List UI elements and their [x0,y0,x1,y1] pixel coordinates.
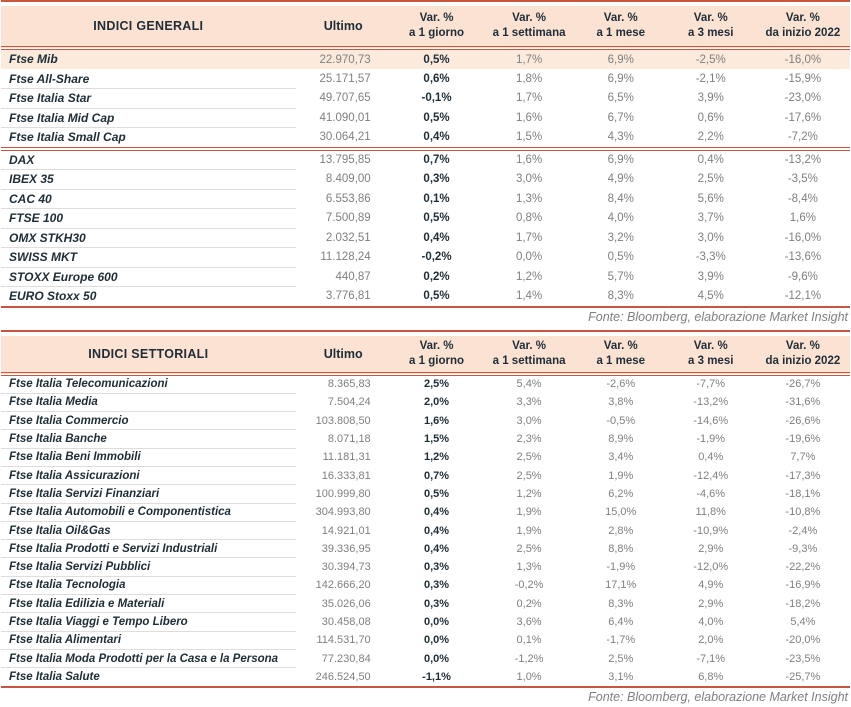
table-body [1,48,850,307]
cell-var-da-inizio-2022: -23,5% [785,652,821,665]
cell-var-1-settimana: 2,5% [516,542,542,555]
cell-var-da-inizio-2022: -10,8% [785,506,821,519]
cell-var-1-giorno: 2,5% [423,378,450,391]
cell-var-1-mese: 8,3% [576,287,666,307]
index-row [1,393,850,411]
cell-var-1-mese: 0,5% [607,251,634,264]
cell-var-3-mesi: -2,1% [695,72,726,85]
column-header-line1: Var. % [512,339,546,352]
row-label: Ftse Italia Star [1,89,296,109]
column-header-line1: Var. % [693,12,728,24]
cell-var-da-inizio-2022: -16,9% [785,579,821,592]
column-header-line2: da inizio 2022 [765,354,841,367]
cell-var-da-inizio-2022: -13,6% [784,251,822,264]
cell-var-3-mesi: 5,6% [697,192,724,205]
section-indici-settoriali [1,330,850,707]
index-row [1,631,850,649]
cell-ultimo: 39.336,95 [321,542,371,555]
column-header-line2: a 1 giorno [409,354,464,367]
cell-var-da-inizio-2022: -19,6% [785,433,821,446]
cell-var-da-inizio-2022: 1,6% [789,212,816,225]
cell-var-1-giorno: 0,7% [423,154,450,166]
cell-var-1-settimana: 2,5% [516,469,542,482]
cell-ultimo: 246.524,50 [296,668,391,687]
cell-ultimo: 100.999,80 [315,487,371,500]
cell-var-1-settimana: 3,6% [516,616,542,628]
header-row [1,6,850,48]
cell-var-1-mese: 2,5% [608,652,634,665]
index-row [1,649,850,667]
cell-var-da-inizio-2022: -9,6% [787,270,818,283]
cell-var-1-giorno: 0,5% [423,212,450,225]
index-row [1,485,850,503]
index-row [1,170,850,190]
cell-var-3-mesi: 2,5% [697,173,724,186]
cell-var-1-settimana: 1,2% [516,487,542,500]
cell-var-1-giorno: 0,0% [423,616,450,628]
cell-var-1-settimana: 2,5% [516,451,542,464]
cell-var-1-settimana: 0,8% [515,212,543,225]
cell-var-3-mesi: 6,8% [666,668,756,687]
cell-var-da-inizio-2022: -17,3% [785,469,821,482]
cell-var-1-giorno: 0,3% [423,579,450,592]
index-row [1,430,850,448]
cell-ultimo: 13.795,85 [319,154,371,166]
cell-var-1-mese: -1,7% [606,634,636,647]
table-header [1,336,850,374]
index-row [1,466,850,484]
cell-ultimo: 6.553,86 [325,192,371,205]
column-header-line1: Var. % [603,339,638,352]
cell-var-3-mesi: -4,6% [696,487,726,500]
table-title: INDICI GENERALI [1,6,296,48]
cell-var-1-mese: 4,3% [576,128,666,149]
row-label: DAX [1,149,296,170]
cell-var-1-settimana: 1,4% [482,287,575,307]
cell-var-1-mese: 6,9% [576,48,666,69]
column-header-line2: a 1 mese [596,354,646,367]
cell-var-da-inizio-2022: -15,9% [784,72,822,85]
row-label: Ftse Italia Assicurazioni [1,466,296,484]
cell-var-da-inizio-2022: -20,0% [785,634,821,647]
cell-var-da-inizio-2022: -26,6% [785,414,821,427]
column-header-ultimo: Ultimo [296,6,391,48]
cell-var-1-mese: 4,9% [607,173,634,186]
column-header-line2: a 1 settimana [492,27,566,39]
cell-var-1-mese: 3,2% [607,231,634,244]
cell-var-3-mesi: -7,1% [696,652,726,665]
cell-var-1-mese: -2,6% [606,378,636,391]
row-label: Ftse Italia Oil&Gas [1,521,296,539]
cell-var-1-settimana: -0,2% [514,579,544,592]
cell-var-1-mese: -1,9% [606,561,636,574]
table-top-rule [1,330,850,332]
cell-var-da-inizio-2022: -9,3% [788,542,818,555]
index-row [1,668,850,687]
cell-ultimo: 35.026,06 [321,597,371,610]
cell-var-1-mese: -0,5% [606,414,636,427]
cell-var-da-inizio-2022: -7,2% [756,128,850,149]
cell-var-3-mesi: 11,8% [695,506,726,519]
cell-var-1-giorno: 1,5% [423,433,450,446]
cell-var-1-settimana: 2,3% [516,433,542,446]
cell-var-1-settimana: 1,9% [516,506,542,519]
cell-var-3-mesi: -13,2% [693,396,729,409]
cell-var-1-mese: 8,3% [608,597,634,610]
cell-var-3-mesi: -2,5% [666,48,756,69]
cell-var-3-mesi: 0,4% [698,451,724,464]
cell-var-da-inizio-2022: -26,7% [785,378,821,391]
cell-var-1-mese: 8,4% [607,192,634,205]
cell-var-1-settimana: 1,7% [482,48,575,69]
cell-var-1-giorno: 0,5% [423,111,450,124]
index-row [1,374,850,394]
indici-generali-table [1,6,850,308]
cell-var-1-giorno: 0,7% [423,469,450,482]
cell-var-da-inizio-2022: -16,0% [756,48,850,69]
cell-var-1-mese: 15,0% [605,506,637,519]
row-label: CAC 40 [1,189,296,209]
table-body [1,374,850,687]
column-header-ultimo: Ultimo [296,336,391,374]
row-label: Ftse Italia Edilizia e Materiali [1,595,296,613]
cell-var-3-mesi: 3,7% [697,212,724,225]
index-row [1,540,850,558]
cell-ultimo: 25.171,57 [319,72,371,85]
index-row [1,48,850,69]
cell-var-1-giorno: 0,3% [423,173,450,186]
cell-var-1-mese: 1,9% [608,469,634,482]
cell-var-1-settimana: 1,7% [515,231,543,244]
column-header-line1: Var. % [512,12,546,24]
cell-var-1-giorno: 0,4% [423,542,450,555]
column-header-line2: a 3 mesi [688,354,734,367]
cell-var-1-giorno: 0,3% [423,561,450,574]
cell-var-1-giorno: 1,2% [423,451,450,464]
cell-var-da-inizio-2022: -22,2% [785,561,821,574]
row-label: Ftse Italia Moda Prodotti per la Casa e la Persona [1,649,296,667]
cell-var-da-inizio-2022: -13,2% [784,154,822,166]
cell-ultimo: 2.032,51 [325,231,371,244]
cell-var-1-giorno: 0,0% [423,652,450,665]
cell-var-1-giorno: 0,5% [423,487,450,500]
row-label: Ftse Italia Automobili e Componentistica [1,503,296,521]
cell-var-1-giorno: -0,1% [421,92,452,105]
cell-var-3-mesi: 3,9% [697,270,724,283]
cell-var-da-inizio-2022: -31,6% [785,396,821,409]
cell-var-da-inizio-2022: -16,0% [784,231,822,244]
row-label: EURO Stoxx 50 [1,287,296,307]
source-note: Fonte: Bloomberg, elaborazione Market Insight [588,309,848,324]
cell-var-1-mese: 6,7% [607,111,634,124]
cell-ultimo: 7.504,24 [327,396,371,409]
row-label: Ftse Italia Tecnologia [1,576,296,594]
cell-var-1-settimana: 3,3% [516,396,542,409]
row-label: Ftse All-Share [1,69,296,89]
cell-var-1-settimana: 1,2% [515,270,543,283]
column-header-line1: Var. % [693,339,728,352]
row-label: Ftse Italia Viaggi e Tempo Libero [1,613,296,631]
index-row [1,248,850,268]
cell-var-da-inizio-2022: -25,7% [756,668,850,687]
header-row [1,336,850,374]
row-label: Ftse Italia Banche [1,430,296,448]
row-label: Ftse Italia Mid Cap [1,108,296,128]
cell-var-1-mese: 3,8% [608,396,634,409]
cell-ultimo: 30.064,21 [296,128,391,149]
column-header-line2: da inizio 2022 [765,27,841,39]
index-row [1,503,850,521]
row-label: Ftse Italia Beni Immobili [1,448,296,466]
cell-var-1-mese: 3,4% [608,451,634,464]
cell-var-1-settimana: 1,5% [482,128,575,149]
index-row [1,267,850,287]
cell-var-da-inizio-2022: -8,4% [787,192,818,205]
cell-ultimo: 440,87 [335,270,371,283]
index-row [1,89,850,109]
table-header [1,6,850,48]
column-header-var-da-inizio-2022 [756,6,850,48]
cell-var-3-mesi: 4,5% [666,287,756,307]
cell-var-da-inizio-2022: -12,1% [756,287,850,307]
cell-ultimo: 11.128,24 [320,251,371,264]
cell-var-3-mesi: 2,9% [698,542,724,555]
column-header-var-da-inizio-2022 [756,336,850,374]
cell-var-da-inizio-2022: 7,7% [790,451,816,464]
row-label: Ftse Italia Servizi Finanziari [1,485,296,503]
cell-var-da-inizio-2022: -23,0% [784,92,822,105]
row-label: Ftse Italia Prodotti e Servizi Industriali [1,540,296,558]
cell-var-da-inizio-2022: -18,1% [785,487,821,500]
cell-ultimo: 8.409,00 [325,173,371,186]
index-row [1,595,850,613]
index-row [1,448,850,466]
table-title: INDICI SETTORIALI [1,336,296,374]
cell-ultimo: 7.500,89 [325,212,371,225]
cell-var-1-settimana: -1,2% [514,652,544,665]
row-label: SWISS MKT [1,248,296,268]
cell-var-3-mesi: -12,0% [693,561,729,574]
cell-var-1-settimana: 1,3% [515,192,543,205]
index-row [1,209,850,229]
cell-var-1-mese: 6,4% [608,616,634,628]
cell-var-1-mese: 6,9% [607,72,634,85]
column-header-line1: Var. % [419,339,454,352]
indici-settoriali-table [1,336,850,688]
index-row [1,412,850,430]
cell-ultimo: 8.365,83 [327,378,371,391]
row-label: OMX STKH30 [1,228,296,248]
cell-var-3-mesi: 0,4% [697,154,724,166]
cell-var-da-inizio-2022: 5,4% [790,616,816,628]
cell-var-1-giorno: 0,5% [391,287,483,307]
column-header-var-1-settimana [482,336,575,374]
cell-var-1-settimana: 1,0% [482,668,575,687]
column-header-line2: a 1 mese [596,27,646,39]
cell-var-1-mese: 2,8% [608,524,634,537]
cell-ultimo: 16.333,81 [321,469,371,482]
column-header-line2: a 1 giorno [409,27,464,39]
cell-var-1-giorno: -1,1% [391,668,483,687]
cell-var-3-mesi: -14,6% [693,414,729,427]
cell-ultimo: 3.776,81 [296,287,391,307]
cell-var-1-giorno: 2,0% [423,396,450,409]
row-label: Ftse Italia Media [1,393,296,411]
cell-var-1-mese: 8,8% [608,542,634,555]
cell-var-1-giorno: 0,3% [423,597,450,610]
cell-ultimo: 77.230,84 [321,652,371,665]
cell-ultimo: 304.993,80 [315,506,371,519]
cell-var-1-settimana: 1,7% [515,92,543,105]
row-label: Ftse Mib [1,48,296,69]
cell-var-1-settimana: 0,1% [516,634,542,647]
cell-var-3-mesi: 2,0% [698,634,724,647]
row-label: STOXX Europe 600 [1,267,296,287]
cell-var-3-mesi: 2,2% [666,128,756,149]
cell-var-1-giorno: 0,4% [391,128,483,149]
cell-var-3-mesi: 3,0% [697,231,724,244]
cell-ultimo: 14.921,01 [321,524,371,537]
index-row [1,128,850,149]
table-top-rule [1,0,850,2]
cell-var-1-settimana: 1,8% [515,72,543,85]
cell-ultimo: 22.970,73 [296,48,391,69]
cell-var-da-inizio-2022: -2,4% [788,524,818,537]
cell-var-1-mese: 17,1% [605,579,637,592]
column-header-line1: Var. % [785,339,820,352]
cell-var-3-mesi: -1,9% [696,433,726,446]
cell-ultimo: 142.666,20 [315,579,371,592]
index-row [1,69,850,89]
row-label: IBEX 35 [1,170,296,190]
cell-var-1-settimana: 1,6% [515,154,543,166]
cell-var-3-mesi: -3,3% [695,251,726,264]
column-header-line1: Var. % [419,12,454,24]
cell-var-3-mesi: 3,9% [697,92,724,105]
column-header-line1: Var. % [785,12,820,24]
source-note: Fonte: Bloomberg, elaborazione Market Insight [588,689,848,704]
cell-var-da-inizio-2022: -17,6% [784,111,822,124]
row-label: FTSE 100 [1,209,296,229]
cell-var-1-mese: 3,1% [576,668,666,687]
cell-var-1-mese: 6,5% [607,92,634,105]
column-header-var-1-mese [576,6,666,48]
cell-var-1-settimana: 3,0% [515,173,543,186]
row-label: Ftse Italia Servizi Pubblici [1,558,296,576]
column-header-var-3-mesi [666,6,756,48]
cell-ultimo: 11.181,31 [322,451,371,464]
column-header-line1: Var. % [603,12,638,24]
cell-var-1-settimana: 1,6% [515,111,543,124]
row-label: Ftse Italia Small Cap [1,128,296,149]
cell-var-1-settimana: 0,2% [516,597,542,610]
cell-var-3-mesi: 0,6% [697,111,724,124]
cell-var-1-mese: 4,0% [607,212,634,225]
index-row [1,613,850,631]
cell-ultimo: 114.531,70 [316,634,371,647]
cell-var-1-giorno: 1,6% [423,414,450,427]
cell-var-1-settimana: 1,3% [516,561,542,574]
column-header-line2: a 1 settimana [492,354,566,367]
cell-var-1-mese: 5,7% [607,270,634,283]
cell-var-3-mesi: -12,4% [693,469,729,482]
cell-var-da-inizio-2022: -3,5% [787,173,818,186]
cell-var-1-settimana: 3,0% [516,414,542,427]
column-header-var-1-giorno [391,336,483,374]
cell-var-1-giorno: 0,6% [423,72,450,85]
index-row [1,287,850,307]
index-row [1,149,850,170]
cell-var-3-mesi: -7,7% [696,378,726,391]
cell-var-1-mese: 8,9% [608,433,634,446]
column-header-var-1-giorno [391,6,483,48]
cell-var-3-mesi: 2,9% [698,597,724,610]
index-row [1,521,850,539]
cell-var-1-mese: 6,9% [607,154,634,166]
cell-var-3-mesi: 4,0% [698,616,724,628]
cell-var-1-giorno: 0,0% [423,634,450,647]
cell-var-3-mesi: 4,9% [698,579,724,592]
cell-ultimo: 103.808,50 [315,414,371,427]
cell-var-1-settimana: 1,9% [516,524,542,537]
cell-ultimo: 41.090,01 [319,111,371,124]
row-label: Ftse Italia Telecomunicazioni [1,374,296,394]
cell-var-1-giorno: 0,2% [423,270,450,283]
cell-ultimo: 30.394,73 [321,561,371,574]
cell-var-3-mesi: -10,9% [693,524,729,537]
index-row [1,576,850,594]
index-row [1,228,850,248]
cell-var-1-settimana: 5,4% [516,378,542,391]
index-row [1,189,850,209]
row-label: Ftse Italia Alimentari [1,631,296,649]
column-header-var-3-mesi [666,336,756,374]
cell-var-da-inizio-2022: -18,2% [785,597,821,610]
section-indici-generali [1,0,850,327]
column-header-line2: a 3 mesi [688,27,734,39]
column-header-var-1-settimana [482,6,575,48]
cell-var-1-giorno: 0,4% [423,524,450,537]
index-row [1,108,850,128]
row-label: Ftse Italia Salute [1,668,296,687]
cell-ultimo: 8.071,18 [327,433,371,446]
row-label: Ftse Italia Commercio [1,412,296,430]
index-row [1,558,850,576]
cell-var-1-giorno: 0,4% [423,231,450,244]
cell-var-1-giorno: 0,4% [423,506,450,519]
cell-ultimo: 30.458,08 [321,616,371,628]
cell-var-1-settimana: 0,0% [515,251,543,264]
market-insight-report [1,0,850,707]
cell-var-1-giorno: 0,1% [423,192,450,205]
cell-ultimo: 49.707,65 [319,92,371,105]
cell-var-1-mese: 6,2% [608,487,634,500]
cell-var-1-giorno: 0,5% [391,48,483,69]
column-header-var-1-mese [576,336,666,374]
cell-var-1-giorno: -0,2% [421,251,452,264]
